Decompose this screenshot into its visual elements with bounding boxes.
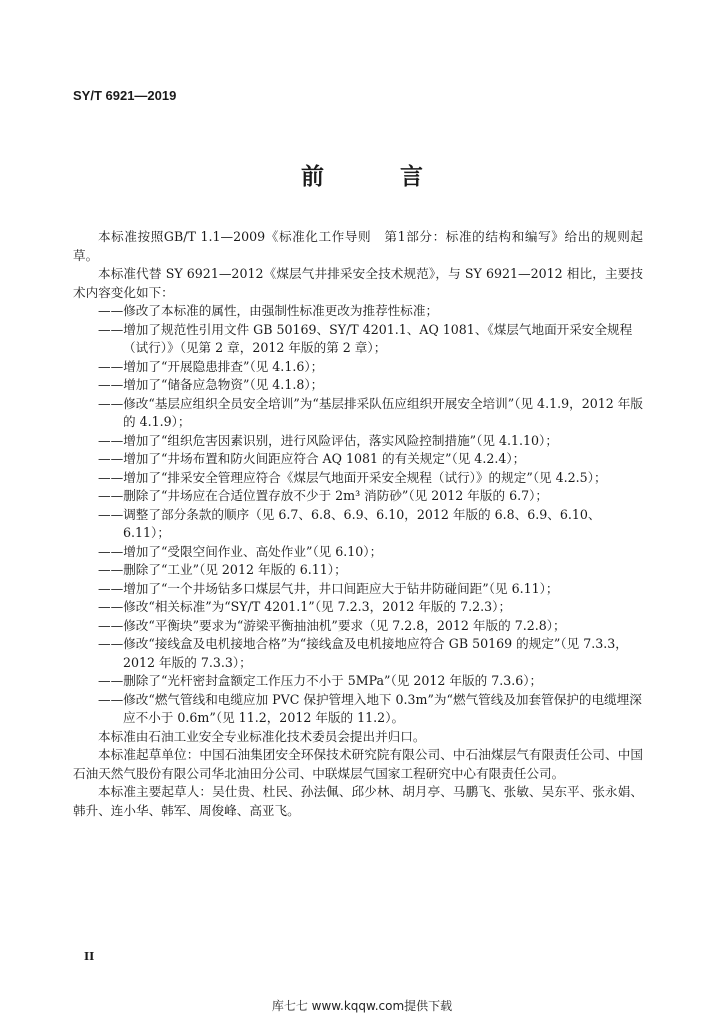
change-item: ——修改“燃气管线和电缆应加 PVC 保护管埋入地下 0.3m”为“燃气管线及加套管保护的电缆埋深应不小于 0.6m”（见 11.2，2012 年版的 11.2）。: [98, 691, 642, 725]
standard-code-header: SY/T 6921—2019: [73, 88, 177, 103]
paragraph-drafting-rules: 本标准按照GB/T 1.1—2009《标准化工作导则 第1部分：标准的结构和编写》给出的规则起草。: [73, 229, 643, 263]
changes-list: [73, 302, 643, 728]
page-title: 前 言: [300, 164, 457, 190]
change-item: ——增加了“受限空间作业、高处作业”（见 6.10）；: [98, 543, 383, 559]
change-item: ——删除了“工业”（见 2012 年版的 6.11）；: [98, 562, 347, 577]
change-item: ——修改“相关标准”为“SY/T 4201.1”（见 7.2.3，2012 年版的 7.2.3）；: [98, 599, 512, 614]
change-item: ——删除了“井场应在合适位置存放不少于 2m³ 消防砂”（见 2012 年版的 6.7）；: [98, 488, 548, 503]
change-item: ——修改“接线盒及电机接地合格”为“接线盒及电机接地应符合 GB 50169 的规定”（见 7.3.3，2012 年版的 7.3.3）；: [98, 636, 628, 670]
change-item: ——删除了“光杆密封盒额定工作压力不小于 5MPa”（见 2012 年版的 7.3.6）；: [98, 673, 543, 688]
change-item: ——修改“基层应组织全员安全培训”为“基层排采队伍应组织开展安全培训”（见 4.1.9，2012 年版的 4.1.9）；: [98, 395, 643, 429]
paragraph-proposer: 本标准由石油工业安全专业标准化技术委员会提出并归口。: [98, 728, 426, 744]
foreword-body: [73, 228, 643, 820]
change-item: ——增加了“开展隐患排查”（见 4.1.6）；: [98, 358, 324, 374]
change-item: ——增加了“井场布置和防火间距应符合 AQ 1081 的有关规定”（见 4.2.4）；: [98, 451, 526, 466]
change-item: ——增加了“一个井场钻多口煤层气井，井口间距应大于钻井防碰间距”（见 6.11）；: [98, 580, 559, 596]
change-item: ——增加了“组织危害因素识别，进行风险评估，落实风险控制措施”（见 4.1.10）；: [98, 432, 558, 448]
change-item: ——修改“平衡块”要求为“游梁平衡抽油机”要求（见 7.2.8，2012 年版的 7.2.8）；: [98, 617, 566, 633]
download-watermark: 库七七 www.kqqw.com提供下载: [271, 999, 453, 1013]
change-item: ——修改了本标准的属性，由强制性标准更改为推荐性标准；: [98, 303, 439, 318]
paragraph-replacement: 本标准代替 SY 6921—2012《煤层气井排采安全技术规范》，与 SY 6921—2012 相比，主要技术内容变化如下：: [73, 266, 643, 300]
change-item: ——增加了“储备应急物资”（见 4.1.8）；: [98, 377, 324, 392]
page-number: II: [84, 950, 95, 963]
paragraph-drafting-units: 本标准起草单位：中国石油集团安全环保技术研究院有限公司、中石油煤层气有限责任公司、中国石油天然气股份有限公司华北油田分公司、中联煤层气国家工程研究中心有限责任公司。: [73, 747, 643, 781]
change-item: ——增加了“排采安全管理应符合《煤层气地面开采安全规程（试行）》的规定”（见 4.2.5）；: [98, 469, 607, 485]
change-item: ——增加了规范性引用文件 GB 50169、SY/T 4201.1、AQ 1081、《煤层气地面开采安全规程（试行）》（见第 2 章，2012 年版的第 2 章）；: [98, 321, 633, 355]
paragraph-drafters: 本标准主要起草人：吴仕贵、杜民、孙法佩、邱少林、胡月亭、马鹏飞、张敏、吴东平、张永娟、韩升、连小华、韩军、周俊峰、高亚飞。: [73, 784, 643, 818]
change-item: ——调整了部分条款的顺序（见 6.7、6.8、6.9、6.10，2012 年版的 6.8、6.9、6.10、6.11）；: [98, 506, 601, 540]
